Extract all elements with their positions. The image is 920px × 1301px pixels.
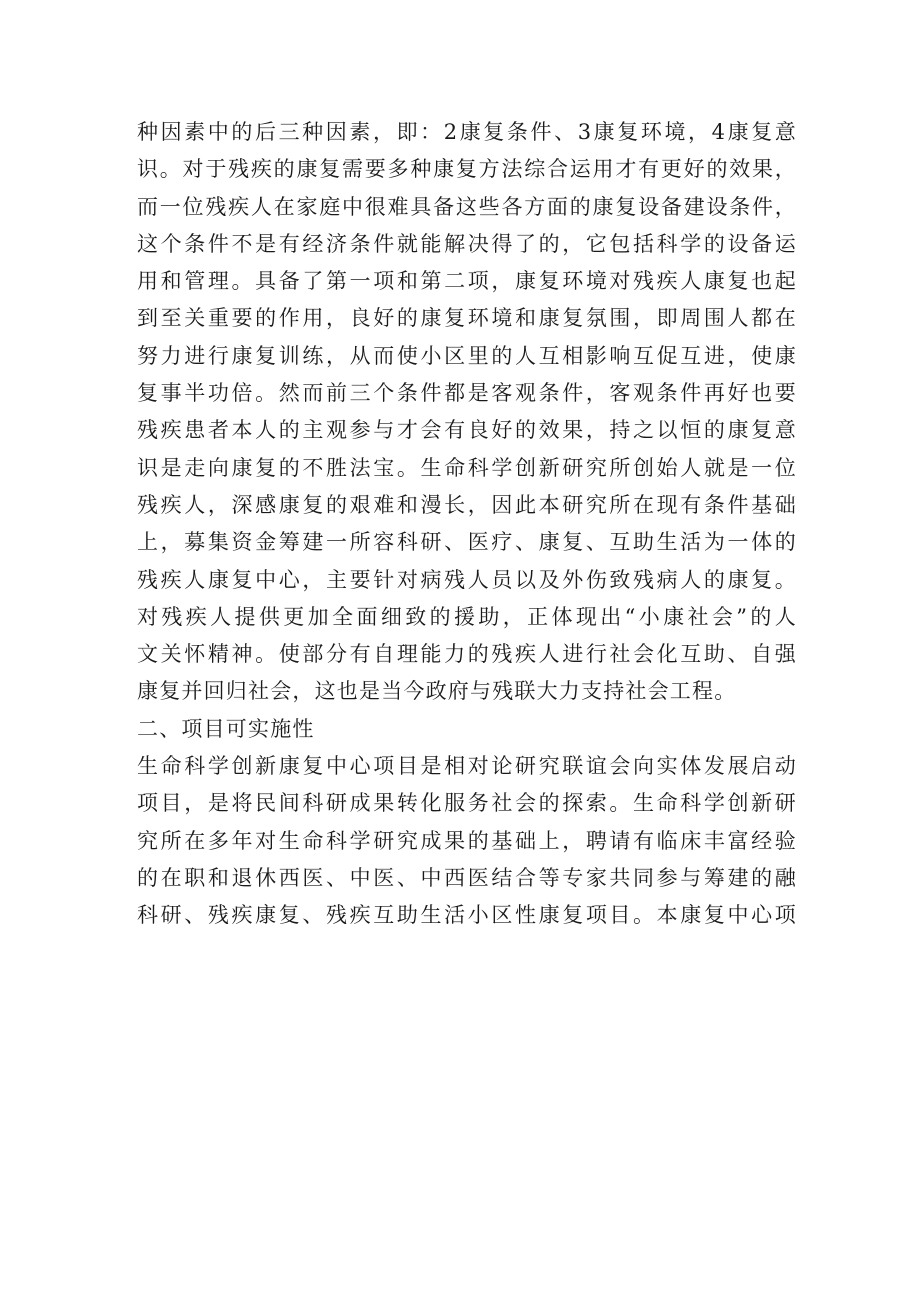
text-line: 文关怀精神。使部分有自理能力的残疾人进行社会化互助、自强	[137, 642, 797, 667]
text-line: 识是走向康复的不胜法宝。生命科学创新研究所创始人就是一位	[137, 455, 797, 480]
body-text	[137, 114, 797, 935]
text-line: 识。对于残疾的康复需要多种康复方法综合运用才有更好的效果，	[137, 157, 797, 182]
text-line: 种因素中的后三种因素，即：2康复条件、3康复环境，4康复意	[137, 120, 797, 144]
text-line: 上，募集资金筹建一所容科研、医疗、康复、互助生活为一体的	[137, 530, 797, 555]
text-line: 对残疾人提供更加全面细致的援助，正体现出“小康社会”的人	[137, 604, 797, 629]
text-line: 到至关重要的作用，良好的康复环境和康复氛围，即周围人都在	[137, 306, 797, 331]
text-line: 科研、残疾康复、残疾互助生活小区性康复项目。本康复中心项	[137, 903, 797, 928]
text-line: 努力进行康复训练，从而使小区里的人互相影响互促互进，使康	[137, 343, 797, 368]
text-line: 项目，是将民间科研成果转化服务社会的探索。生命科学创新研	[137, 791, 797, 816]
text-line: 残疾患者本人的主观参与才会有良好的效果，持之以恒的康复意	[137, 418, 797, 443]
text-line: 而一位残疾人在家庭中很难具备这些各方面的康复设备建设条件，	[137, 194, 797, 219]
text-line: 残疾人，深感康复的艰难和漫长，因此本研究所在现有条件基础	[137, 492, 797, 517]
paragraph-end-line: 康复并回归社会，这也是当今政府与残联大力支持社会工程。	[137, 679, 737, 704]
text-line: 的在职和退休西医、中医、中西医结合等专家共同参与筹建的融	[137, 865, 797, 890]
text-line: 这个条件不是有经济条件就能解决得了的，它包括科学的设备运	[137, 231, 797, 256]
text-line: 用和管理。具备了第一项和第二项，康复环境对残疾人康复也起	[137, 269, 797, 294]
section-heading: 二、项目可实施性	[137, 716, 315, 741]
text-line: 残疾人康复中心，主要针对病残人员以及外伤致残病人的康复。	[137, 567, 797, 592]
text-line: 生命科学创新康复中心项目是相对论研究联谊会向实体发展启动	[137, 754, 797, 779]
text-line: 究所在多年对生命科学研究成果的基础上，聘请有临床丰富经验	[137, 828, 797, 853]
text-line: 复事半功倍。然而前三个条件都是客观条件，客观条件再好也要	[137, 381, 797, 406]
